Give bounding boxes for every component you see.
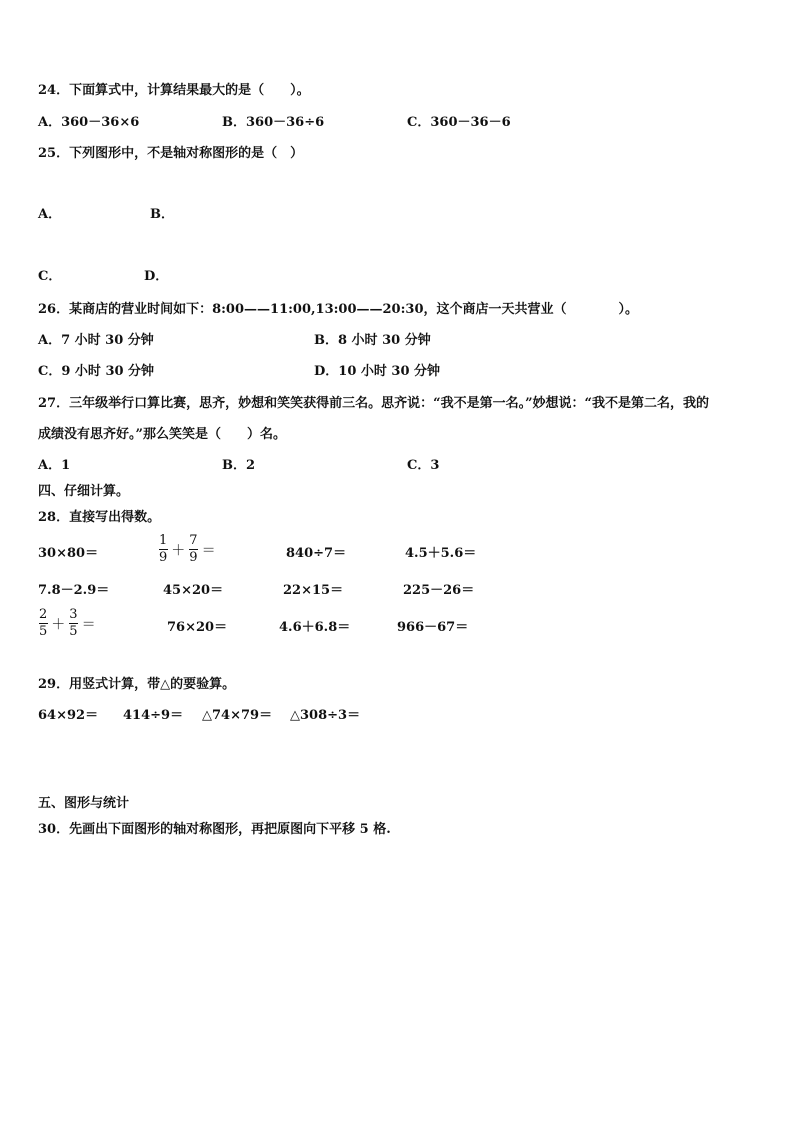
q27-option-a[interactable]: A．1 [38, 458, 71, 473]
q29-stem: 29．用竖式计算，带△的要验算。 [38, 677, 236, 692]
q25-stem: 25．下列图形中，不是轴对称图形的是（ ） [38, 146, 304, 161]
q24-option-b[interactable]: B．360－36÷6 [222, 115, 325, 130]
denominator: 5 [69, 624, 78, 639]
section-five-heading: 五、图形与统计 [38, 796, 130, 811]
plus-sign: ＋ [171, 542, 186, 559]
q28-r3c2: 76×20＝ [167, 620, 228, 635]
q26-option-a[interactable]: A．7 小时 30 分钟 [38, 333, 154, 348]
q28-r2c2: 45×20＝ [163, 583, 224, 598]
q29-expr-2: 414÷9＝ [123, 708, 184, 723]
q28-stem: 28．直接写出得数。 [38, 510, 161, 525]
q29-expr-1: 64×92＝ [38, 708, 99, 723]
q30-stem: 30．先画出下面图形的轴对称图形，再把原图向下平移 5 格. [38, 822, 391, 837]
q26-option-c[interactable]: C．9 小时 30 分钟 [38, 364, 155, 379]
q24-option-c[interactable]: C．360－36－6 [407, 115, 511, 130]
q27-stem-line2: 成绩没有思齐好。”那么笑笑是（ ）名。 [38, 427, 286, 442]
q24-stem: 24．下面算式中，计算结果最大的是（ ）。 [38, 83, 310, 98]
q25-option-c[interactable]: C． [38, 269, 62, 284]
q26-stem: 26．某商店的营业时间如下：8:00——11:00,13:00——20:30，这个商店一天共营业（ ）。 [38, 302, 638, 317]
q28-r1c4: 4.5＋5.6＝ [405, 546, 477, 561]
plus-sign: ＋ [51, 616, 66, 633]
q27-option-b[interactable]: B．2 [222, 458, 256, 473]
fraction [188, 534, 198, 565]
q25-option-a[interactable]: A． [38, 207, 62, 222]
fraction [158, 534, 168, 565]
q28-r2c3: 22×15＝ [283, 583, 344, 598]
q28-r1c2-fraction-sum [158, 534, 219, 565]
numerator: 1 [159, 533, 168, 548]
q28-r3c4: 966－67＝ [397, 620, 469, 635]
equals-sign: ＝ [81, 616, 96, 633]
q29-expr-3: △74×79＝ [202, 708, 273, 723]
q28-r2c1: 7.8－2.9＝ [38, 583, 110, 598]
denominator: 9 [159, 550, 168, 565]
q25-option-d[interactable]: D． [144, 269, 169, 284]
section-four-heading: 四、仔细计算。 [38, 484, 130, 499]
q29-expr-4: △308÷3＝ [290, 708, 361, 723]
numerator: 3 [69, 607, 78, 622]
denominator: 9 [189, 550, 198, 565]
q28-r3c3: 4.6＋6.8＝ [279, 620, 351, 635]
equals-sign: ＝ [201, 542, 216, 559]
numerator: 7 [189, 533, 198, 548]
denominator: 5 [39, 624, 48, 639]
q28-r2c4: 225－26＝ [403, 583, 475, 598]
q27-stem-line1: 27．三年级举行口算比赛，思齐，妙想和笑笑获得前三名。思齐说：“我不是第一名。”妙想说：“我不是第二名，我的 [38, 396, 710, 411]
q28-r3c1-fraction-sum [38, 608, 99, 639]
q28-r1c1: 30×80＝ [38, 546, 99, 561]
fraction [68, 608, 78, 639]
q26-option-d[interactable]: D．10 小时 30 分钟 [314, 364, 441, 379]
q25-option-b[interactable]: B． [150, 207, 174, 222]
fraction [38, 608, 48, 639]
q27-option-c[interactable]: C．3 [407, 458, 440, 473]
q24-option-a[interactable]: A．360－36×6 [38, 115, 140, 130]
numerator: 2 [39, 607, 48, 622]
q28-r1c3: 840÷7＝ [286, 546, 347, 561]
q26-option-b[interactable]: B．8 小时 30 分钟 [314, 333, 431, 348]
